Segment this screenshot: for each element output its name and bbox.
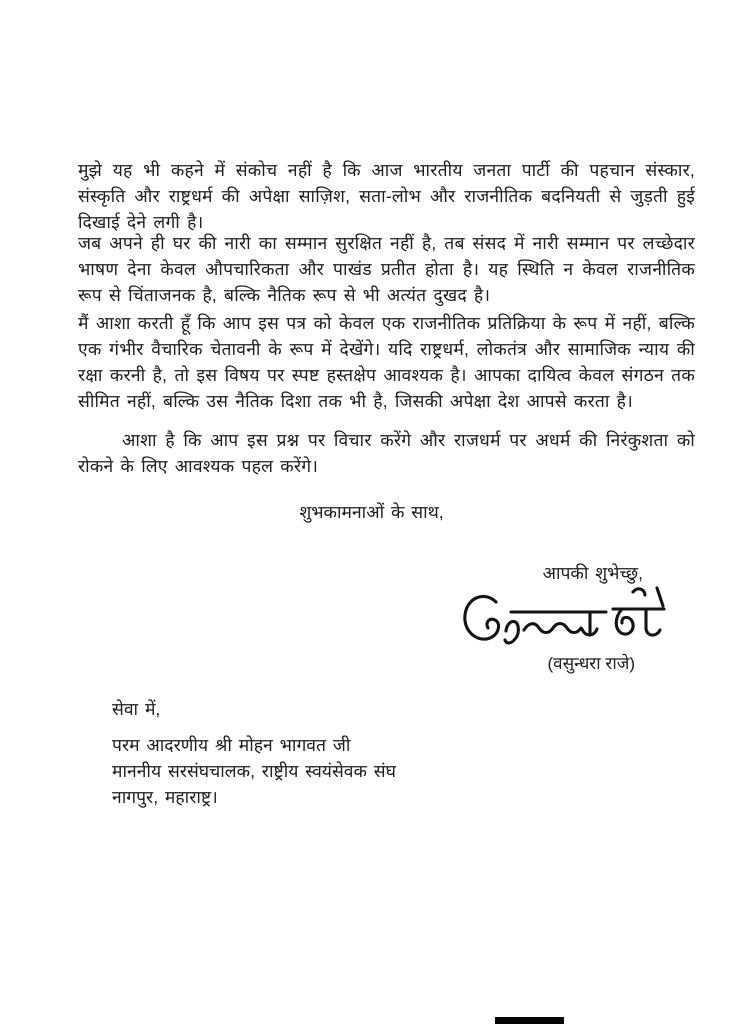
letter-paragraph-2: जब अपने ही घर की नारी का सम्मान सुरक्षित नहीं है, तब संसद में नारी सम्मान पर लच्छेदार भाषण देना केवल औपचारिकता और पाखंड प्रतीत होता है। यह स्थिति न केवल राजनीतिक रूप से चिंताजनक है, बल्कि नैतिक रूप से भी अत्यंत दुखद है। bbox=[78, 232, 695, 305]
letter-paragraph-1: मुझे यह भी कहने में संकोच नहीं है कि आज भारतीय जनता पार्टी की पहचान संस्कार, संस्कृति और राष्ट्रधर्म की अपेक्षा साज़िश, सता-लोभ और राजनीतिक बदनियती से जुड़ती हुई दिखाई देने लगी है। bbox=[78, 159, 695, 232]
recipient-line-name: परम आदरणीय श्री मोहन भागवत जी bbox=[112, 735, 351, 755]
signature-strokes bbox=[458, 585, 666, 657]
signoff-line: आपकी शुभेच्छु, bbox=[542, 563, 643, 583]
closing-line: शुभकामनाओं के साथ, bbox=[299, 502, 444, 522]
letter-paragraph-3: मैं आशा करती हूँ कि आप इस पत्र को केवल एक राजनीतिक प्रतिक्रिया के रूप में नहीं, बल्कि एक गंभीर वैचारिक चेतावनी के रूप में देखेंगे। यदि राष्ट्रधर्म, लोकतंत्र और सामाजिक न्याय की रक्षा करनी है, तो इस विषय पर स्पष्ट हस्तक्षेप आवश्यक है। आपका दायित्व केवल संगठन तक सीमित नहीं, बल्कि उस नैतिक दिशा तक भी है, जिसकी अपेक्षा देश आपसे करता है। bbox=[78, 312, 695, 411]
recipient-salutation: सेवा में, bbox=[112, 699, 161, 719]
recipient-block bbox=[112, 696, 396, 810]
recipient-line-city: नागपुर, महाराष्ट्र। bbox=[112, 787, 218, 807]
signature-printed-name: (वसुन्धरा राजे) bbox=[547, 654, 635, 673]
footer-black-bar bbox=[495, 1017, 564, 1024]
recipient-line-title: माननीय सरसंघचालक, राष्ट्रीय स्वयंसेवक संघ bbox=[112, 761, 396, 781]
letter-paragraph-4: आशा है कि आप इस प्रश्न पर विचार करेंगे और राजधर्म पर अधर्म की निरंकुशता को रोकने के लिए आवश्यक पहल करेंगे। bbox=[78, 429, 695, 476]
signature-image bbox=[458, 585, 666, 657]
